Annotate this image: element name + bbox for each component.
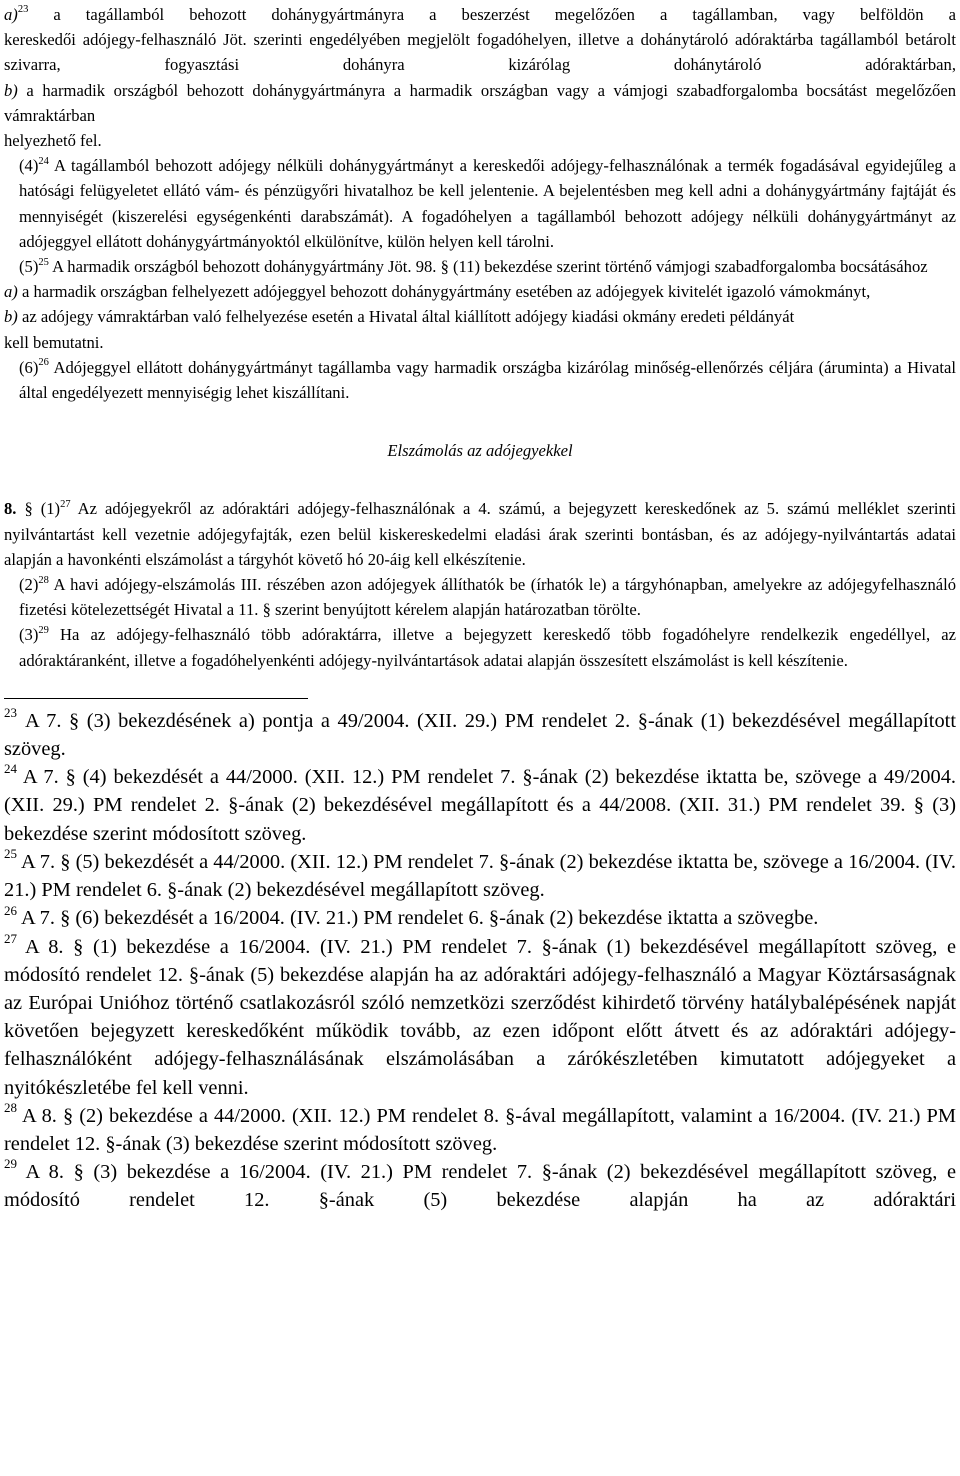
footnote-text: A 8. § (3) bekezdése a 16/2004. (IV. 21.) PM rendelet 7. §-ának (2) bekezdésével megállapított szöveg, e módosító rendelet 12. §-ának (5) bekezdése alapján ha az adóraktári bbox=[4, 1161, 956, 1212]
paragraph-text: Adójeggyel ellátott dohánygyártmányt tagállamba vagy harmadik országba kizárólag minőség-ellenőrzés céljára (áruminta) a Hivatal által engedélyezett mennyiségig lehet kiszállítani. bbox=[19, 357, 957, 403]
footnote-ref[interactable]: 28 bbox=[38, 574, 49, 586]
paragraph-text: a tagállamból behozott dohánygyártmányra a beszerzést megelőzően a tagállamban, vagy belföldön a bbox=[53, 5, 956, 24]
paragraph-text: Az adójegyekről az adóraktári adójegy-felhasználónak a 4. számú, a bejegyzett kereskedőnek az 5. számú melléklet szerinti nyilvántartást kell vezetnie adójegyfajták, ezen belül kiskereskedelmi eladási árak szerinti bontásban, és az adójegy-nyilvántartás adatai alapján a havonkénti elszámolást a tárgyhót követő hó 20-áig kell elkészítenie. bbox=[4, 499, 957, 569]
paragraph-text: A havi adójegy-elszámolás III. részében azon adójegyek állíthatók be (írhatók le) a tárgyhónapban, amelyekre az adójegyfelhasználó fizetési kötelezettségét Hivatal a 11. § szerint benyújtott kérelem alapján határozatban törölte. bbox=[19, 575, 957, 620]
paragraph-number: (6) bbox=[19, 357, 39, 377]
footnote-number: 27 bbox=[4, 930, 17, 946]
footnote-25 bbox=[4, 848, 956, 904]
paragraph-5 bbox=[4, 254, 956, 279]
paragraph-number: (3) bbox=[19, 625, 39, 645]
paragraph-text: A tagállamból behozott adójegy nélküli dohánygyártmányt a kereskedői adójegy-felhasználónak a termék fogadásával egyidejűleg a hatósági felügyeletet ellátó vám- és pénzügyőri hivatalhoz be kell jelentenie. A bejelentésben meg kell adni a dohánygyártmány fajtáját és mennyiségét (kiszerelési egységenkénti darabszámát). A fogadóhelyen a tagállamból behozott adójegy nélküli dohánygyártmányt az adójeggyel ellátott dohánygyártmányoktól elkülönítve, külön helyen kell tárolni. bbox=[19, 156, 956, 251]
footnotes bbox=[4, 707, 956, 1215]
paragraph-3a-rest bbox=[4, 27, 956, 77]
paragraph-number: (1) bbox=[40, 499, 61, 519]
paragraph-number: (5) bbox=[19, 257, 39, 277]
document-page bbox=[4, 2, 956, 1215]
footnote-ref[interactable]: 25 bbox=[38, 256, 49, 268]
section-number: 8. bbox=[4, 499, 17, 519]
footnote-number: 29 bbox=[4, 1156, 17, 1172]
footnote-text: A 8. § (2) bekezdése a 44/2000. (XII. 12.) PM rendelet 8. §-ával megállapított, valamint a 16/2004. (IV. 21.) PM rendelet 12. §-ának (3) bekezdése szerint módosított szöveg. bbox=[4, 1104, 956, 1155]
point-label: b) bbox=[4, 80, 18, 100]
paragraph-text: a harmadik országban felhelyezett adójeggyel behozott dohánygyártmány esetében az adójegyek kivitelét igazoló vámokmányt, bbox=[21, 282, 871, 302]
footnote-26 bbox=[4, 904, 956, 932]
footnote-text: A 7. § (6) bekezdését a 16/2004. (IV. 21.) PM rendelet 6. §-ának (2) bekezdése iktatta a szövegbe. bbox=[20, 907, 819, 930]
paragraph-5b-tail bbox=[4, 330, 956, 355]
main-text bbox=[4, 2, 956, 673]
paragraph-number: (2) bbox=[19, 575, 39, 595]
footnote-number: 26 bbox=[4, 902, 17, 918]
paragraph-5a bbox=[4, 279, 956, 304]
paragraph-text: az adójegy vámraktárban való felhelyezése esetén a Hivatal által kiállított adójegy kiadási okmány eredeti példányát bbox=[21, 307, 795, 327]
paragraph-3b bbox=[4, 78, 956, 128]
footnote-24 bbox=[4, 763, 956, 848]
footnote-number: 28 bbox=[4, 1099, 17, 1115]
paragraph-6 bbox=[4, 355, 956, 405]
footnote-ref[interactable]: 27 bbox=[60, 498, 71, 510]
section-heading: Elszámolás az adójegyekkel bbox=[387, 441, 573, 461]
paragraph-text: kell bemutatni. bbox=[4, 332, 104, 352]
paragraph-3a-line1 bbox=[4, 2, 956, 27]
footnote-27 bbox=[4, 930, 956, 1102]
paragraph-text: a harmadik országból behozott dohánygyártmányra a harmadik országban vagy a vámjogi szabadforgalomba bocsátást megelőzően vámraktárban bbox=[4, 80, 956, 125]
footnote-ref[interactable]: 23 bbox=[17, 4, 29, 16]
paragraph-4 bbox=[4, 153, 956, 254]
footnote-number: 23 bbox=[4, 705, 17, 721]
section-8-paragraph-1 bbox=[4, 496, 956, 572]
point-label: a) bbox=[4, 282, 18, 302]
footnote-separator bbox=[4, 698, 308, 699]
paragraph-3b-tail bbox=[4, 128, 956, 153]
paragraph-text: kereskedői adójegy-felhasználó Jöt. szerinti engedélyében megjelölt fogadóhelyen, illetve a dohánytároló adóraktárba tagállamból betárolt szivarra, fogyasztási dohányra kizárólag dohánytároló adóraktárban, bbox=[4, 30, 956, 75]
footnote-ref[interactable]: 26 bbox=[38, 357, 49, 369]
section-mark: § bbox=[24, 499, 33, 519]
point-label: a) bbox=[4, 5, 18, 24]
footnote-number: 24 bbox=[4, 761, 17, 777]
footnote-text: A 7. § (4) bekezdését a 44/2000. (XII. 12.) PM rendelet 7. §-ának (2) bekezdése iktatta be, szövege a 49/2004. (XII. 29.) PM rendelet 2. §-ának (2) bekezdésével megállapított és a 44/2008. (XII. 31.) PM rendelet 39. § (3) bekezdése szerint módosított szöveg. bbox=[4, 766, 956, 845]
footnote-text: A 7. § (5) bekezdését a 44/2000. (XII. 12.) PM rendelet 7. §-ának (2) bekezdése iktatta be, szövege a 16/2004. (IV. 21.) PM rendelet 6. §-ának (2) bekezdésével megállapított szöveg. bbox=[4, 850, 956, 902]
paragraph-text: Ha az adójegy-felhasználó több adóraktárra, illetve a bejegyzett kereskedő több fogadóhelyre rendelkezik engedéllyel, az adóraktáranként, illetve a fogadóhelyenkénti adójegy-nyilvántartások adatai alapján összesített elszámolást is kell készítenie. bbox=[19, 625, 956, 670]
footnote-text: A 8. § (1) bekezdése a 16/2004. (IV. 21.) PM rendelet 7. §-ának (1) bekezdésével megállapított szöveg, e módosító rendelet 12. §-ának (5) bekezdése alapján ha az adóraktári adójegy-felhasználó a Magyar Köztársaságnak az Európai Unióhoz történő csatlakozásról szóló nemzetközi szerződést kihirdető törvény hatálybalépésének napját követően bejegyzett kereskedőként működik tovább, az ezen időpont előtt átvett és az adóraktári adójegy-felhasználóként adójegy-felhasználásának elszámolásában a zárókészletében kimutatott adójegyeket a nyitókészletébe fel kell venni. bbox=[4, 935, 956, 1099]
section-8-paragraph-2 bbox=[4, 572, 956, 622]
point-label: b) bbox=[4, 307, 18, 327]
footnote-text: A 7. § (3) bekezdésének a) pontja a 49/2004. (XII. 29.) PM rendelet 2. §-ának (1) bekezdésével megállapított szöveg. bbox=[4, 709, 956, 761]
paragraph-number: (4) bbox=[19, 156, 39, 176]
footnote-ref[interactable]: 29 bbox=[38, 624, 49, 636]
section-8-paragraph-3 bbox=[4, 622, 956, 672]
footnote-29 bbox=[4, 1158, 956, 1214]
paragraph-5b bbox=[4, 304, 956, 329]
footnote-ref[interactable]: 24 bbox=[38, 155, 49, 167]
footnote-28 bbox=[4, 1099, 956, 1158]
paragraph-text: helyezhető fel. bbox=[4, 131, 102, 151]
footnote-number: 25 bbox=[4, 846, 17, 862]
footnote-23 bbox=[4, 707, 956, 763]
paragraph-text: A harmadik országból behozott dohánygyártmány Jöt. 98. § (11) bekezdése szerint történő vámjogi szabadforgalomba bocsátásához bbox=[52, 257, 928, 277]
